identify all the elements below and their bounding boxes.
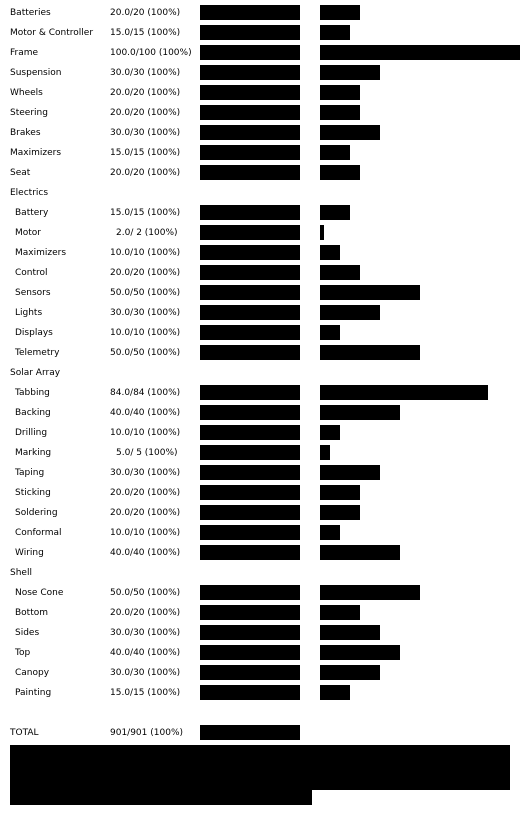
weight-bar <box>320 305 380 320</box>
item-label: Maximizers <box>10 148 62 158</box>
item-value: 5.0/ 5 (100%) <box>116 448 178 458</box>
item-value: 10.0/10 (100%) <box>110 528 181 538</box>
completion-bar <box>200 405 300 420</box>
progress-row <box>0 160 530 180</box>
item-label: Motor & Controller <box>10 28 94 38</box>
weight-bar <box>320 485 360 500</box>
completion-bar <box>200 605 300 620</box>
completion-bar <box>200 65 300 80</box>
progress-row <box>0 0 530 20</box>
progress-row <box>0 600 530 620</box>
item-label: Top <box>15 648 31 658</box>
completion-bar <box>200 345 300 360</box>
item-value: 2.0/ 2 (100%) <box>116 228 178 238</box>
item-value: 20.0/20 (100%) <box>110 8 181 18</box>
completion-bar <box>200 525 300 540</box>
weight-bar <box>320 65 380 80</box>
weight-bar <box>320 85 360 100</box>
completion-bar <box>200 665 300 680</box>
weight-bar <box>320 205 350 220</box>
completion-bar <box>200 625 300 640</box>
progress-row <box>0 320 530 340</box>
weight-bar <box>320 325 340 340</box>
completion-bar <box>200 85 300 100</box>
progress-row <box>0 500 530 520</box>
item-value: 10.0/10 (100%) <box>110 328 181 338</box>
completion-bar <box>200 205 300 220</box>
item-label: Bottom <box>15 608 49 618</box>
item-value: 15.0/15 (100%) <box>110 688 181 698</box>
completion-bar <box>200 425 300 440</box>
completion-bar <box>200 165 300 180</box>
progress-row <box>0 140 530 160</box>
item-label: Wiring <box>15 548 44 558</box>
item-value: 10.0/10 (100%) <box>110 428 181 438</box>
weight-bar <box>320 285 420 300</box>
item-value: 20.0/20 (100%) <box>110 488 181 498</box>
item-value: 40.0/40 (100%) <box>110 548 181 558</box>
weight-bar <box>320 465 380 480</box>
section-heading: Solar Array <box>10 368 61 378</box>
item-value: 30.0/30 (100%) <box>110 308 181 318</box>
item-value: 30.0/30 (100%) <box>110 468 181 478</box>
completion-bar <box>200 645 300 660</box>
weight-bar <box>320 385 488 400</box>
progress-row <box>0 200 530 220</box>
item-value: 20.0/20 (100%) <box>110 268 181 278</box>
item-value: 40.0/40 (100%) <box>110 648 181 658</box>
item-label: Telemetry <box>15 348 60 358</box>
item-label: Steering <box>10 108 48 118</box>
progress-row <box>0 220 530 240</box>
item-value: 20.0/20 (100%) <box>110 88 181 98</box>
progress-row <box>0 340 530 360</box>
footer-black-panel <box>10 745 510 790</box>
item-label: Sticking <box>15 488 51 498</box>
item-label: Sides <box>15 628 40 638</box>
item-label: Conformal <box>15 528 62 538</box>
weight-bar <box>320 225 324 240</box>
item-label: Painting <box>15 688 52 698</box>
completion-bar <box>200 25 300 40</box>
item-label: Control <box>15 268 48 278</box>
weight-bar <box>320 665 380 680</box>
progress-row <box>0 260 530 280</box>
progress-row <box>0 120 530 140</box>
completion-bar <box>200 685 300 700</box>
progress-row <box>0 40 530 60</box>
item-label: Maximizers <box>15 248 67 258</box>
total-row <box>0 720 530 740</box>
progress-row <box>0 520 530 540</box>
item-value: 84.0/84 (100%) <box>110 388 181 398</box>
item-label: Displays <box>15 328 53 338</box>
item-value: 15.0/15 (100%) <box>110 208 181 218</box>
weight-bar <box>320 425 340 440</box>
completion-bar <box>200 585 300 600</box>
completion-bar <box>200 305 300 320</box>
item-label: Suspension <box>10 68 62 78</box>
item-value: 50.0/50 (100%) <box>110 288 181 298</box>
item-label: Taping <box>15 468 45 478</box>
item-label: Frame <box>10 48 39 58</box>
item-value: 15.0/15 (100%) <box>110 148 181 158</box>
total-label: TOTAL <box>10 728 39 738</box>
item-value: 20.0/20 (100%) <box>110 508 181 518</box>
progress-row <box>0 280 530 300</box>
progress-row <box>0 620 530 640</box>
progress-row <box>0 400 530 420</box>
completion-bar <box>200 105 300 120</box>
progress-row <box>0 660 530 680</box>
item-label: Canopy <box>15 668 50 678</box>
weight-bar <box>320 165 360 180</box>
weight-bar <box>320 545 400 560</box>
weight-bar <box>320 25 350 40</box>
item-value: 50.0/50 (100%) <box>110 348 181 358</box>
weight-bar <box>320 405 400 420</box>
item-label: Nose Cone <box>15 588 64 598</box>
weight-bar <box>320 445 330 460</box>
weight-bar <box>320 245 340 260</box>
item-value: 20.0/20 (100%) <box>110 608 181 618</box>
item-label: Brakes <box>10 128 41 138</box>
item-value: 30.0/30 (100%) <box>110 128 181 138</box>
weight-bar <box>320 525 340 540</box>
completion-bar <box>200 265 300 280</box>
section-heading: Shell <box>10 568 32 578</box>
item-value: 100.0/100 (100%) <box>110 48 192 58</box>
progress-row <box>0 640 530 660</box>
item-label: Backing <box>15 408 51 418</box>
completion-bar <box>200 325 300 340</box>
item-label: Sensors <box>15 288 51 298</box>
progress-row <box>0 580 530 600</box>
progress-row <box>0 540 530 560</box>
completion-bar <box>200 445 300 460</box>
completion-bar <box>200 545 300 560</box>
item-label: Batteries <box>10 8 51 18</box>
weight-bar <box>320 5 360 20</box>
item-label: Battery <box>15 208 49 218</box>
item-label: Motor <box>15 228 42 238</box>
item-value: 20.0/20 (100%) <box>110 168 181 178</box>
weight-bar <box>320 345 420 360</box>
item-label: Wheels <box>10 88 43 98</box>
item-label: Soldering <box>15 508 58 518</box>
footer-black-panel-lower <box>10 790 312 805</box>
completion-bar <box>200 145 300 160</box>
total-completion-bar <box>200 725 300 740</box>
weight-bar <box>320 605 360 620</box>
progress-row <box>0 20 530 40</box>
weight-bar <box>320 105 360 120</box>
progress-row <box>0 60 530 80</box>
weight-bar <box>320 625 380 640</box>
item-label: Drilling <box>15 428 48 438</box>
progress-row <box>0 380 530 400</box>
progress-row <box>0 100 530 120</box>
item-label: Lights <box>15 308 43 318</box>
item-value: 30.0/30 (100%) <box>110 628 181 638</box>
progress-row <box>0 240 530 260</box>
completion-bar <box>200 5 300 20</box>
progress-row <box>0 440 530 460</box>
completion-bar <box>200 225 300 240</box>
completion-bar <box>200 285 300 300</box>
total-value: 901/901 (100%) <box>110 728 184 738</box>
item-value: 15.0/15 (100%) <box>110 28 181 38</box>
item-value: 10.0/10 (100%) <box>110 248 181 258</box>
item-label: Seat <box>10 168 31 178</box>
weight-bar <box>320 265 360 280</box>
item-value: 30.0/30 (100%) <box>110 68 181 78</box>
progress-row <box>0 300 530 320</box>
weight-bar <box>320 45 520 60</box>
section-heading: Electrics <box>10 188 49 198</box>
completion-bar <box>200 245 300 260</box>
progress-row <box>0 80 530 100</box>
item-label: Marking <box>15 448 52 458</box>
weight-bar <box>320 125 380 140</box>
completion-bar <box>200 505 300 520</box>
completion-bar <box>200 485 300 500</box>
progress-row <box>0 680 530 700</box>
item-value: 30.0/30 (100%) <box>110 668 181 678</box>
completion-bar <box>200 45 300 60</box>
progress-row <box>0 480 530 500</box>
item-value: 40.0/40 (100%) <box>110 408 181 418</box>
weight-bar <box>320 585 420 600</box>
progress-row <box>0 460 530 480</box>
weight-bar <box>320 505 360 520</box>
item-value: 20.0/20 (100%) <box>110 108 181 118</box>
item-label: Tabbing <box>15 388 50 398</box>
completion-bar <box>200 465 300 480</box>
progress-row <box>0 420 530 440</box>
item-value: 50.0/50 (100%) <box>110 588 181 598</box>
weight-bar <box>320 685 350 700</box>
completion-bar <box>200 385 300 400</box>
completion-bar <box>200 125 300 140</box>
weight-bar <box>320 645 400 660</box>
weight-bar <box>320 145 350 160</box>
